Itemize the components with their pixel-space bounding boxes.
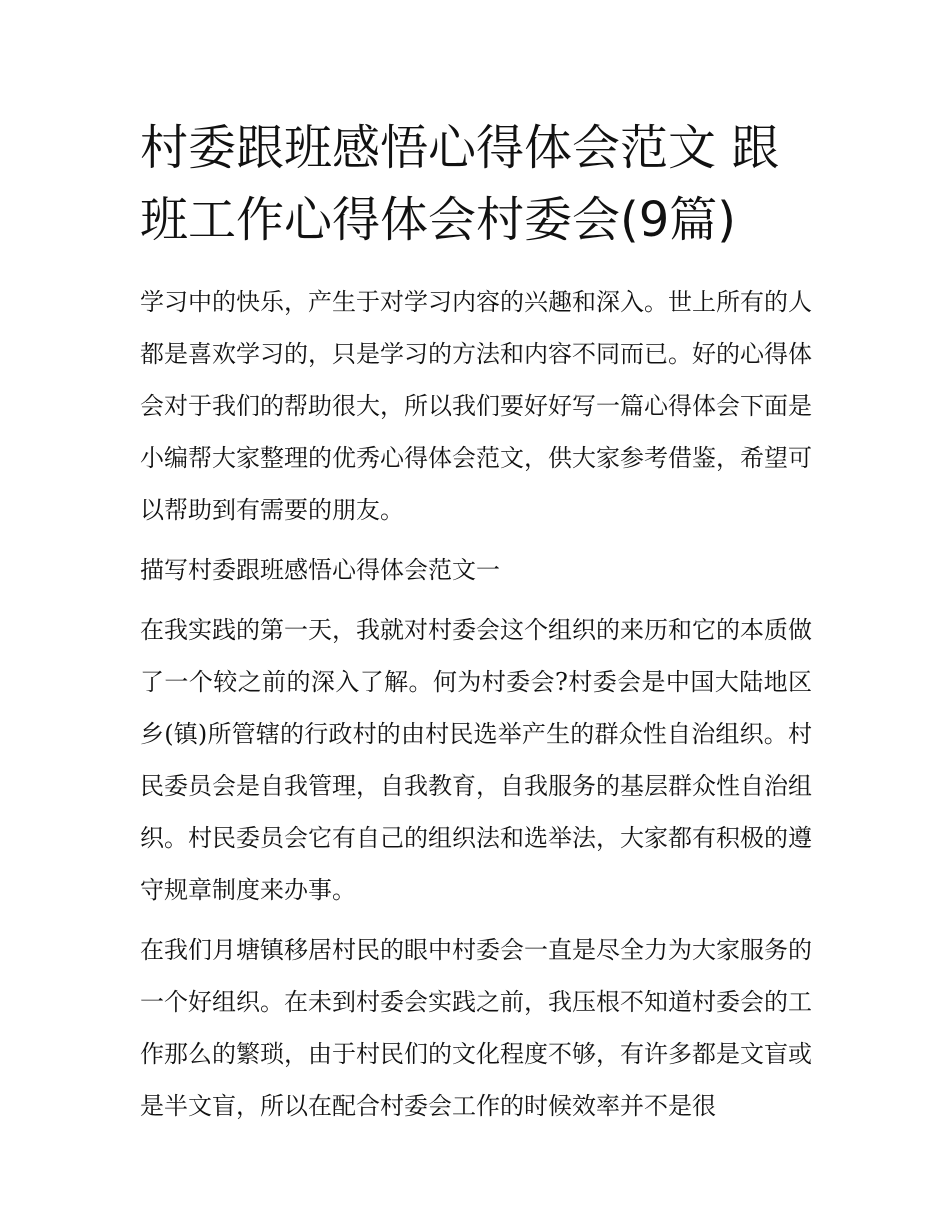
body-paragraph: 在我们月塘镇移居村民的眼中村委会一直是尽全力为大家服务的一个好组织。在未到村委会实践之前，我压根不知道村委会的工作那么的繁琐，由于村民们的文化程度不够，有许多都是文盲或是半文盲，所以在配合村委会工作的时候效率并不是很 — [140, 936, 812, 1120]
intro-paragraph: 学习中的快乐，产生于对学习内容的兴趣和深入。世上所有的人都是喜欢学习的，只是学习的方法和内容不同而已。好的心得体会对于我们的帮助很大，所以我们要好好写一篇心得体会下面是小编帮大家整理的优秀心得体会范文，供大家参考借鉴，希望可以帮助到有需要的朋友。 — [140, 288, 812, 524]
document-page — [140, 112, 812, 1140]
section-heading: 描写村委跟班感悟心得体会范文一 — [140, 556, 500, 584]
body-paragraph: 在我实践的第一天，我就对村委会这个组织的来历和它的本质做了一个较之前的深入了解。何为村委会?村委会是中国大陆地区乡(镇)所管辖的行政村的由村民选举产生的群众性自治组织。村民委员会是自我管理，自我教育，自我服务的基层群众性自治组织。村民委员会它有自己的组织法和选举法，大家都有积极的遵守规章制度来办事。 — [140, 616, 812, 904]
document-title: 村委跟班感悟心得体会范文 跟班工作心得体会村委会(9篇) — [140, 120, 780, 248]
